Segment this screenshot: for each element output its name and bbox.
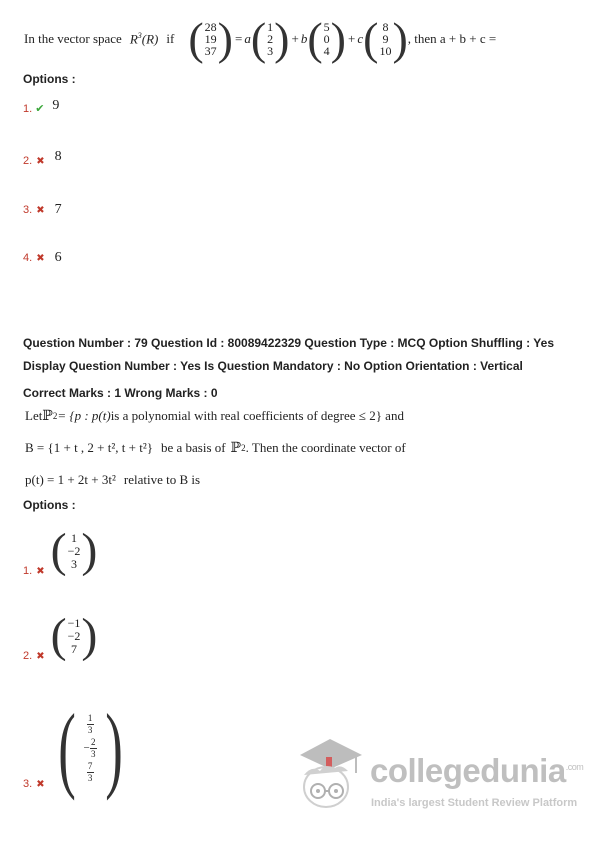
q78-option-4[interactable] bbox=[23, 250, 62, 266]
q78-b-vector: ( 5 0 4 ) bbox=[307, 13, 346, 64]
option-vector: ( 1 −2 3 ) bbox=[50, 524, 98, 577]
q79-stem-line-2: B = {1 + t , 2 + t², t + t²} be a basis of ℙ 2 . Then the coordinate vector of bbox=[25, 440, 406, 456]
q78-option-1[interactable] bbox=[23, 96, 59, 115]
option-number: 2. bbox=[23, 155, 33, 167]
q78-if: if bbox=[166, 31, 175, 46]
option-number: 3. bbox=[23, 204, 33, 216]
option-value: 7 bbox=[54, 202, 62, 217]
q78-options-label: Options : bbox=[23, 72, 76, 86]
q78-coef-a: a bbox=[244, 31, 251, 46]
brand-tagline: India's largest Student Review Platform bbox=[371, 797, 578, 809]
mascot-logo bbox=[290, 735, 370, 815]
q79-stem-line-1: Let ℙ 2 = {p : p(t) is a polynomial with real coefficients of degree ≤ 2} and bbox=[25, 408, 404, 424]
option-number: 4. bbox=[23, 252, 33, 264]
q79-option-2[interactable] bbox=[23, 610, 97, 662]
cross-icon: ✖ bbox=[36, 778, 45, 790]
q78-coef-b: b bbox=[300, 31, 308, 46]
option-number: 1. bbox=[23, 102, 33, 115]
option-value: 6 bbox=[54, 250, 62, 265]
cross-icon: ✖ bbox=[36, 650, 45, 662]
fraction-row-2: − $\frac{2}{3}$ bbox=[83, 736, 96, 759]
option-number: 2. bbox=[23, 650, 33, 662]
q78-equals: = bbox=[234, 31, 243, 46]
q78-coef-c: c bbox=[357, 31, 364, 46]
option-number: 3. bbox=[23, 778, 33, 790]
option-value: 8 bbox=[54, 149, 62, 164]
q78-option-3[interactable] bbox=[23, 202, 62, 218]
q79-option-3[interactable] bbox=[23, 694, 130, 801]
fraction-row-3: $\frac{7}{3}$ bbox=[87, 760, 93, 783]
q78-stem bbox=[24, 14, 496, 64]
option-vector: ( $\frac{1}{3}$ − $\frac{2}{3}$ $\frac{7}{3}$ ) bbox=[57, 694, 123, 801]
cross-icon: ✖ bbox=[36, 565, 45, 577]
option-vector: ( −1 −2 7 ) bbox=[50, 609, 98, 662]
q78-space: $R^3(R)$ bbox=[129, 30, 159, 47]
cross-icon: ✖ bbox=[36, 252, 45, 264]
q79-meta-line-1: Question Number : 79 Question Id : 80089422329 Question Type : MCQ Option Shuffling : Yes bbox=[23, 336, 554, 350]
q78-c-vector: ( 8 9 10 ) bbox=[363, 13, 408, 64]
option-number: 1. bbox=[23, 565, 33, 577]
fraction-row-1: $\frac{1}{3}$ bbox=[87, 712, 93, 735]
q78-lhs-vector: ( 28 19 37 ) bbox=[188, 13, 233, 64]
q79-stem-line-3: p(t) = 1 + 2t + 3t² relative to B is bbox=[25, 472, 201, 487]
q78-question-tail: , then a + b + c = bbox=[407, 31, 497, 46]
cross-icon: ✖ bbox=[36, 204, 45, 216]
cross-icon: ✖ bbox=[36, 155, 45, 167]
q78-plus-2: + bbox=[347, 31, 356, 46]
q79-marks: Correct Marks : 1 Wrong Marks : 0 bbox=[23, 386, 218, 400]
q78-plus-1: + bbox=[291, 31, 299, 46]
q79-meta-line-2: Display Question Number : Yes Is Question Mandatory : No Option Orientation : Vertical bbox=[23, 359, 523, 373]
q79-option-1[interactable] bbox=[23, 525, 97, 577]
q79-options-label: Options : bbox=[23, 498, 76, 512]
checkmark-icon: ✔ bbox=[35, 103, 45, 115]
brand-wordmark: collegedunia$^{.com}$ bbox=[370, 752, 584, 789]
q78-option-2[interactable] bbox=[23, 147, 62, 167]
q78-a-vector: ( 1 2 3 ) bbox=[250, 13, 290, 64]
q78-stem-intro: In the vector space bbox=[24, 31, 122, 46]
option-value: 9 bbox=[52, 97, 60, 113]
